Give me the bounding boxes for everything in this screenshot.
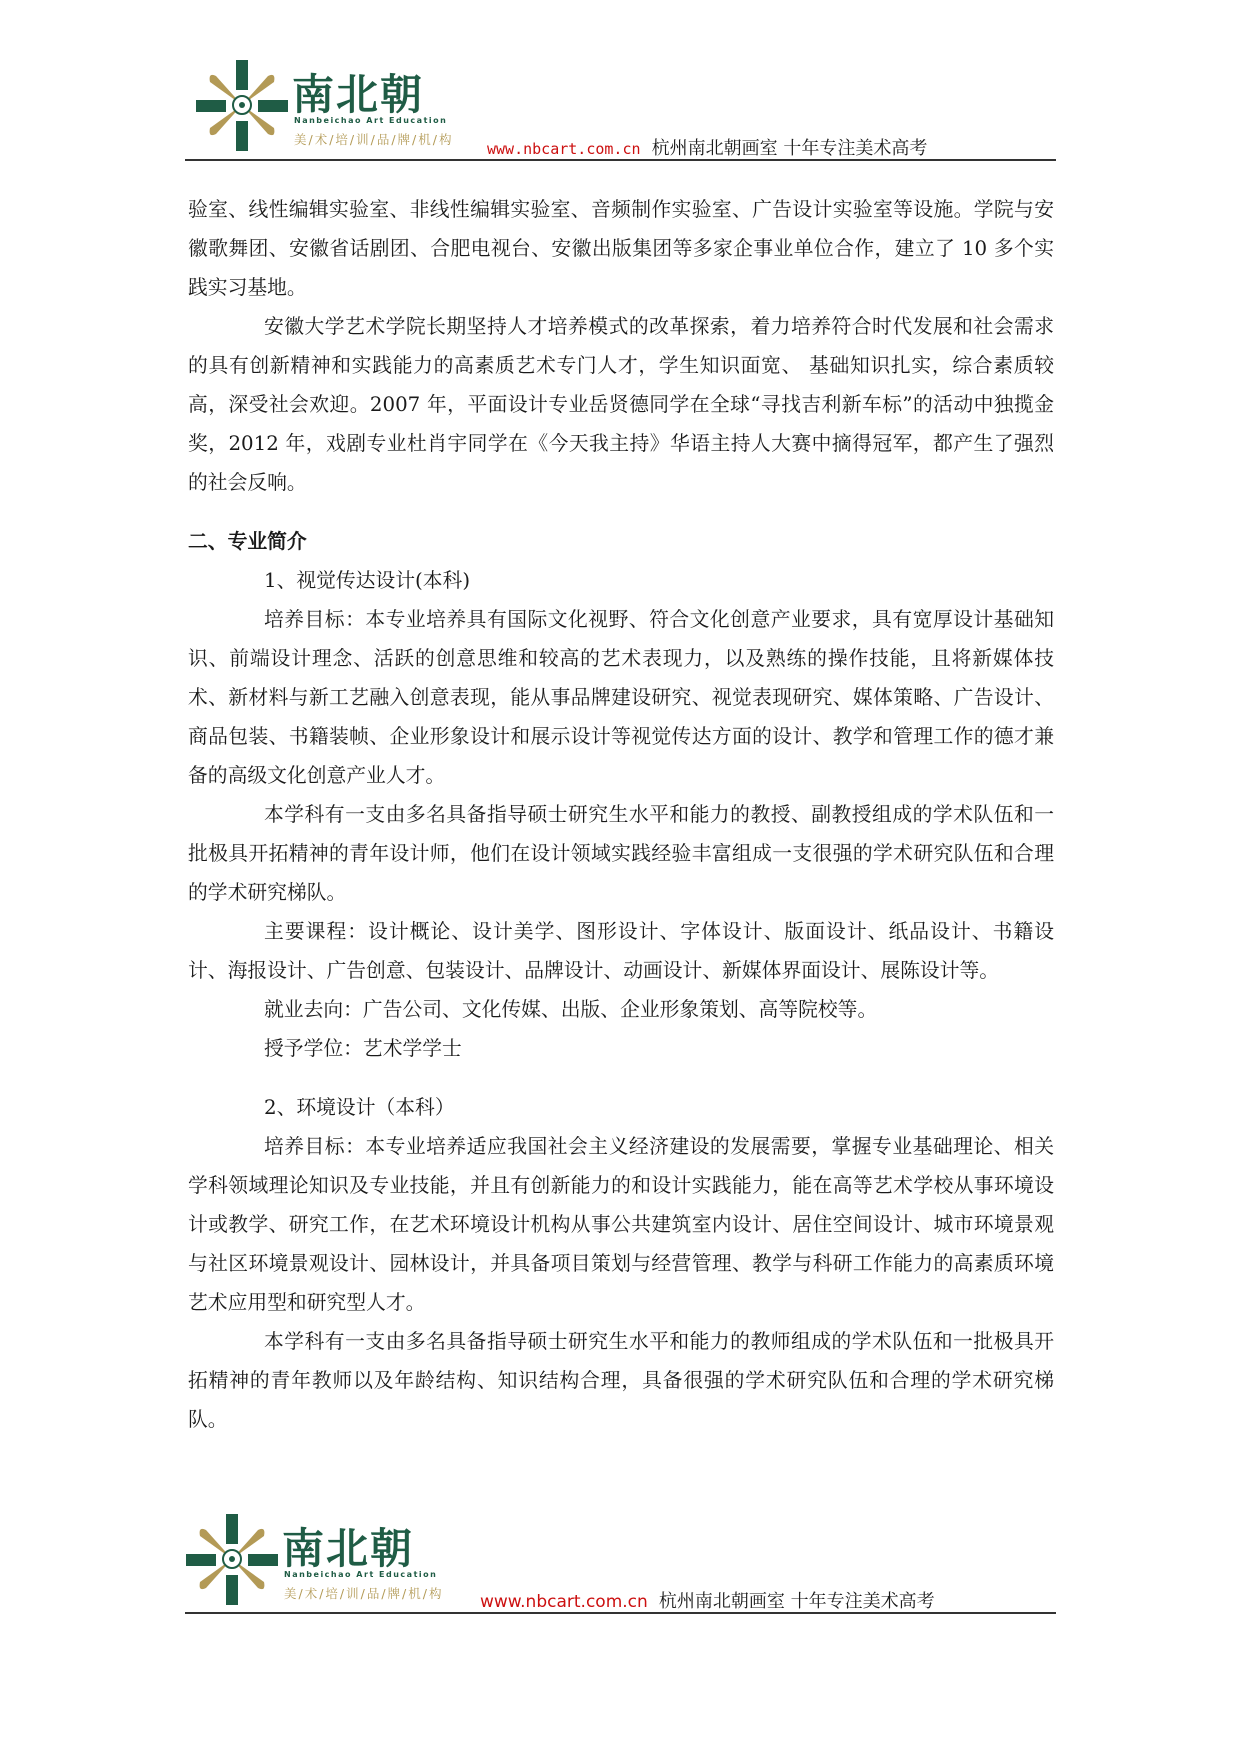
header-site-url[interactable]: www.nbcart.com.cn — [487, 140, 641, 158]
header-logo — [196, 58, 476, 153]
major-1-degree: 授予学位：艺术学学士 — [264, 1037, 462, 1060]
document-body — [188, 190, 1054, 1439]
footer-logo — [186, 1512, 466, 1607]
major-2-team: 本学科有一支由多名具备指导硕士研究生水平和能力的教师组成的学术队伍和一批极具开拓精神的青年教师以及年龄结构、知识结构合理，具备很强的学术研究队伍和合理的学术研究梯队。 — [188, 1330, 1054, 1431]
footer-site-info — [480, 1587, 935, 1613]
header-divider — [185, 159, 1056, 161]
flower-emblem-icon — [186, 1512, 278, 1607]
brand-slogan: 美/术/培/训/品/牌/机/构 — [294, 132, 454, 147]
footer-site-url[interactable]: www.nbcart.com.cn — [480, 1592, 648, 1612]
header-site-info — [487, 134, 927, 160]
brand-english-name: Nanbeichao Art Education — [284, 1570, 438, 1579]
brand-name: 南北朝 — [292, 70, 425, 119]
major-2-title: 2、环境设计（本科） — [264, 1096, 455, 1119]
major-1-title: 1、视觉传达设计(本科) — [264, 569, 471, 592]
brand-english-name: Nanbeichao Art Education — [294, 116, 448, 125]
flower-emblem-icon — [196, 58, 288, 153]
major-1-jobs: 就业去向：广告公司、文化传媒、出版、企业形象策划、高等院校等。 — [264, 998, 878, 1021]
brand-slogan: 美/术/培/训/品/牌/机/构 — [284, 1586, 444, 1601]
section-title: 二、专业简介 — [188, 530, 307, 553]
paragraph-facilities: 验室、线性编辑实验室、非线性编辑实验室、音频制作实验室、广告设计实验室等设施。学院与安徽歌舞团、安徽省话剧团、合肥电视台、安徽出版集团等多家企事业单位合作，建立了 10 多个实践实习基地。 — [188, 198, 1054, 299]
footer-divider — [185, 1612, 1056, 1614]
major-1-courses: 主要课程：设计概论、设计美学、图形设计、字体设计、版面设计、纸品设计、书籍设计、海报设计、广告创意、包装设计、品牌设计、动画设计、新媒体界面设计、展陈设计等。 — [188, 920, 1054, 982]
brand-name: 南北朝 — [282, 1524, 415, 1573]
paragraph-achievements: 安徽大学艺术学院长期坚持人才培养模式的改革探索，着力培养符合时代发展和社会需求的具有创新精神和实践能力的高素质艺术专门人才，学生知识面宽、 基础知识扎实，综合素质较高，深受社会欢迎。2007 年，平面设计专业岳贤德同学在全球“寻找吉利新车标”的活动中独揽金奖，2012 年，戏剧专业杜肖宇同学在《今天我主持》华语主持人大赛中摘得冠军，都产生了强烈的社会反响。 — [188, 315, 1054, 494]
footer-tagline: 杭州南北朝画室 十年专注美术高考 — [658, 1591, 935, 1612]
major-1-goal: 培养目标：本专业培养具有国际文化视野、符合文化创意产业要求，具有宽厚设计基础知识、前端设计理念、活跃的创意思维和较高的艺术表现力，以及熟练的操作技能，且将新媒体技术、新材料与新工艺融入创意表现，能从事品牌建设研究、视觉表现研究、媒体策略、广告设计、商品包装、书籍装帧、企业形象设计和展示设计等视觉传达方面的设计、教学和管理工作的德才兼备的高级文化创意产业人才。 — [188, 608, 1054, 787]
header-tagline: 杭州南北朝画室 十年专注美术高考 — [651, 138, 928, 159]
major-2-goal: 培养目标：本专业培养适应我国社会主义经济建设的发展需要，掌握专业基础理论、相关学科领域理论知识及专业技能，并且有创新能力的和设计实践能力，能在高等艺术学校从事环境设计或教学、研究工作，在艺术环境设计机构从事公共建筑室内设计、居住空间设计、城市环境景观与社区环境景观设计、园林设计，并具备项目策划与经营管理、教学与科研工作能力的高素质环境艺术应用型和研究型人才。 — [188, 1135, 1054, 1314]
major-1-team: 本学科有一支由多名具备指导硕士研究生水平和能力的教授、副教授组成的学术队伍和一批极具开拓精神的青年设计师，他们在设计领域实践经验丰富组成一支很强的学术研究队伍和合理的学术研究梯队。 — [188, 803, 1054, 904]
